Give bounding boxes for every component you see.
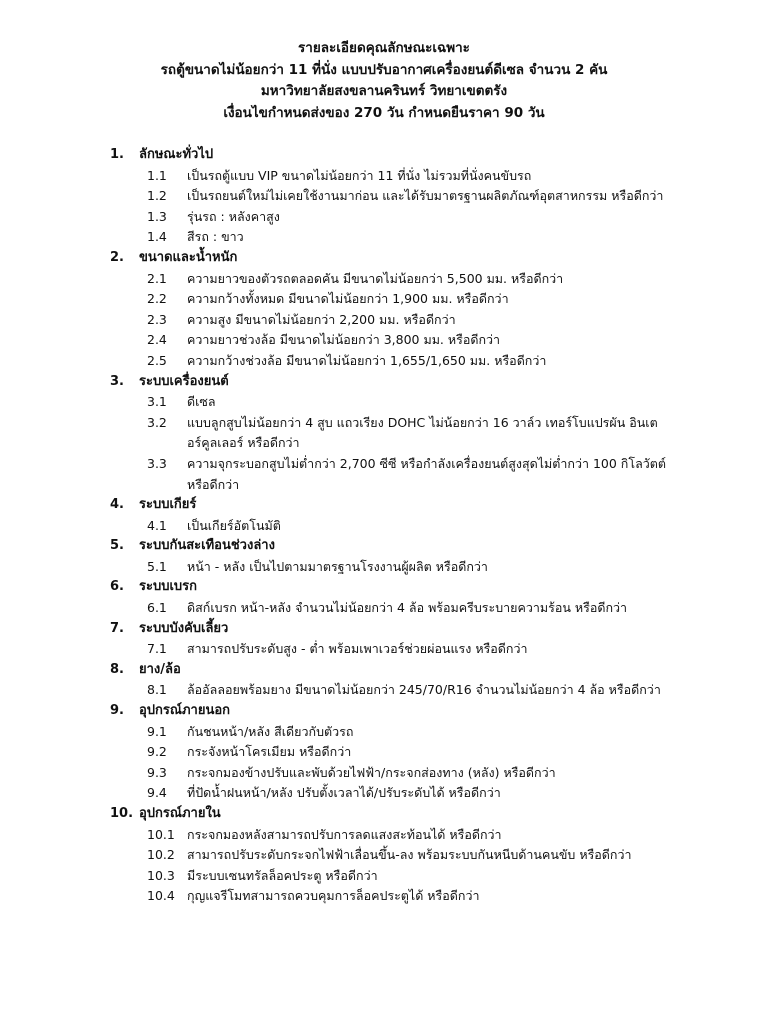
- section-number: 6.: [110, 579, 124, 595]
- spec-item: [0, 598, 768, 619]
- spec-item: [0, 763, 768, 784]
- item-text: แบบลูกสูบไม่น้อยกว่า 4 สูบ แถวเรียง DOHC ไม่น้อยกว่า 16 วาล์ว เทอร์โบแปรผัน อินเตอร์คูลเลอร์ หรือดีกว่า: [187, 414, 658, 451]
- item-text: หน้า - หลัง เป็นไปตามมาตรฐานโรงงานผู้ผลิต หรือดีกว่า: [187, 558, 488, 574]
- item-number: 1.1: [147, 167, 167, 183]
- item-number: 6.1: [147, 600, 167, 616]
- item-text: กระจกมองข้างปรับและพับด้วยไฟฟ้า/กระจกส่องทาง (หลัง) หรือดีกว่า: [187, 764, 556, 780]
- section-title: ระบบกันสะเทือนช่วงล่าง: [139, 538, 275, 554]
- section-heading: [0, 660, 768, 681]
- item-number: 7.1: [147, 641, 167, 657]
- spec-item: [0, 866, 768, 887]
- item-text: ล้ออัลลอยพร้อมยาง มีขนาดไม่น้อยกว่า 245/70/R16 จำนวนไม่น้อยกว่า 4 ล้อ หรือดีกว่า: [187, 682, 661, 698]
- item-text: ดีเซล: [187, 394, 216, 410]
- spec-item: [0, 557, 768, 578]
- section-heading: [0, 372, 768, 393]
- section-number: 5.: [110, 538, 124, 554]
- item-text: รุ่นรถ : หลังคาสูง: [187, 208, 280, 224]
- section-title: ระบบเครื่องยนต์: [139, 373, 229, 389]
- item-number: 3.2: [147, 414, 167, 430]
- section-heading: [0, 495, 768, 516]
- spec-item: [0, 351, 768, 372]
- section-heading: [0, 619, 768, 640]
- section-title: อุปกรณ์ภายใน: [139, 806, 221, 821]
- spec-item: [0, 516, 768, 537]
- item-number: 1.4: [147, 229, 167, 245]
- item-text: มีระบบเซนทรัลล็อคประตู หรือดีกว่า: [187, 867, 378, 883]
- document-header: [0, 38, 768, 124]
- item-number: 9.4: [147, 785, 167, 801]
- item-text: กันชนหน้า/หลัง สีเดียวกับตัวรถ: [187, 723, 354, 739]
- item-number: 2.3: [147, 311, 167, 327]
- item-number: 2.5: [147, 352, 167, 368]
- item-number: 10.1: [147, 826, 175, 842]
- item-number: 4.1: [147, 517, 167, 533]
- item-number: 2.2: [147, 291, 167, 307]
- spec-item: [0, 227, 768, 248]
- item-number: 2.4: [147, 332, 167, 348]
- item-number: 3.3: [147, 455, 167, 471]
- item-text: กระจังหน้าโครเมียม หรือดีกว่า: [187, 744, 352, 760]
- item-number: 3.1: [147, 394, 167, 410]
- spec-item: [0, 413, 768, 454]
- section-title: ยาง/ล้อ: [139, 661, 181, 677]
- spec-item: [0, 186, 768, 207]
- item-number: 10.2: [147, 847, 175, 863]
- organization-name: มหาวิทยาลัยสงขลานครินทร์ วิทยาเขตตรัง: [260, 83, 508, 99]
- item-number: 5.1: [147, 558, 167, 574]
- spec-item: [0, 783, 768, 804]
- item-number: 9.1: [147, 723, 167, 739]
- section-number: 3.: [110, 373, 124, 389]
- section-number: 1.: [110, 147, 124, 162]
- spec-item: [0, 269, 768, 290]
- item-text: ความยาวช่วงล้อ มีขนาดไม่น้อยกว่า 3,800 มม. หรือดีกว่า: [187, 332, 501, 348]
- item-number: 9.3: [147, 764, 167, 780]
- section-number: 9.: [110, 703, 124, 719]
- section-heading: [0, 701, 768, 722]
- item-number: 8.1: [147, 682, 167, 698]
- document-subject: รถตู้ขนาดไม่น้อยกว่า 11 ที่นั่ง แบบปรับอากาศเครื่องยนต์ดีเซล จำนวน 2 คัน: [160, 61, 608, 78]
- item-text: เป็นเกียร์อัตโนมัติ: [187, 517, 281, 533]
- item-text: ความกว้างทั้งหมด มีขนาดไม่น้อยกว่า 1,900 มม. หรือดีกว่า: [187, 291, 509, 307]
- item-text: ดิสก์เบรก หน้า-หลัง จำนวนไม่น้อยกว่า 4 ล้อ พร้อมครีบระบายความร้อน หรือดีกว่า: [187, 600, 628, 616]
- item-number: 2.1: [147, 270, 167, 286]
- delivery-conditions: เงื่อนไขกำหนดส่งของ 270 วัน กำหนดยืนราคา 90 วัน: [223, 104, 545, 121]
- item-text: ความจุกระบอกสูบไม่ต่ำกว่า 2,700 ซีซี หรือกำลังเครื่องยนต์สูงสุดไม่ต่ำกว่า 100 กิโลวัตต์ หรือดีกว่า: [187, 455, 666, 492]
- item-text: สีรถ : ขาว: [187, 229, 244, 245]
- section-number: 7.: [110, 620, 124, 636]
- spec-item: [0, 680, 768, 701]
- spec-item: [0, 289, 768, 310]
- spec-item: [0, 166, 768, 187]
- item-text: ความกว้างช่วงล้อ มีขนาดไม่น้อยกว่า 1,655/1,650 มม. หรือดีกว่า: [187, 352, 547, 368]
- section-heading: [0, 248, 768, 269]
- item-number: 10.3: [147, 867, 175, 883]
- item-text: สามารถปรับระดับกระจกไฟฟ้าเลื่อนขึ้น-ลง พร้อมระบบกันหนีบด้านคนขับ หรือดีกว่า: [187, 847, 632, 863]
- item-number: 1.3: [147, 208, 167, 224]
- section-title: ระบบบังคับเลี้ยว: [139, 620, 229, 636]
- item-number: 10.4: [147, 888, 175, 904]
- item-number: 1.2: [147, 188, 167, 204]
- section-heading: [0, 577, 768, 598]
- section-title: ลักษณะทั่วไป: [139, 147, 214, 162]
- spec-item: [0, 639, 768, 660]
- section-heading: [0, 145, 768, 166]
- section-title: อุปกรณ์ภายนอก: [139, 703, 231, 719]
- item-text: เป็นรถยนต์ใหม่ไม่เคยใช้งานมาก่อน และได้รับมาตรฐานผลิตภัณฑ์อุตสาหกรรม หรือดีกว่า: [187, 188, 664, 204]
- item-number: 9.2: [147, 744, 167, 760]
- section-title: ระบบเกียร์: [139, 497, 197, 513]
- document-title: รายละเอียดคุณลักษณะเฉพาะ: [298, 40, 470, 56]
- section-number: 2.: [110, 249, 124, 265]
- specification-list: [0, 145, 768, 907]
- item-text: ที่ปัดน้ำฝนหน้า/หลัง ปรับตั้งเวลาได้/ปรับระดับได้ หรือดีกว่า: [187, 785, 501, 801]
- spec-item: [0, 330, 768, 351]
- section-number: 4.: [110, 497, 124, 513]
- spec-item: [0, 825, 768, 846]
- spec-item: [0, 886, 768, 907]
- item-text: ความยาวของตัวรถตลอดคัน มีขนาดไม่น้อยกว่า 5,500 มม. หรือดีกว่า: [187, 270, 564, 286]
- spec-item: [0, 392, 768, 413]
- spec-item: [0, 742, 768, 763]
- section-title: ระบบเบรก: [139, 579, 198, 595]
- item-text: กุญแจรีโมทสามารถควบคุมการล็อคประตูได้ หรือดีกว่า: [187, 888, 480, 904]
- item-text: สามารถปรับระดับสูง - ต่ำ พร้อมเพาเวอร์ช่วยผ่อนแรง หรือดีกว่า: [187, 641, 528, 657]
- spec-item: [0, 722, 768, 743]
- item-text: ความสูง มีขนาดไม่น้อยกว่า 2,200 มม. หรือดีกว่า: [187, 311, 456, 327]
- item-text: กระจกมองหลังสามารถปรับการลดแสงสะท้อนได้ หรือดีกว่า: [187, 826, 502, 842]
- spec-item: [0, 310, 768, 331]
- section-title: ขนาดและน้ำหนัก: [139, 249, 238, 265]
- spec-item: [0, 454, 768, 495]
- section-heading: [0, 536, 768, 557]
- item-text: เป็นรถตู้แบบ VIP ขนาดไม่น้อยกว่า 11 ที่นั่ง ไม่รวมที่นั่งคนขับรถ: [187, 167, 532, 183]
- spec-item: [0, 845, 768, 866]
- section-number: 8.: [110, 661, 124, 677]
- section-number: 10.: [110, 806, 134, 821]
- section-heading: [0, 804, 768, 825]
- spec-item: [0, 207, 768, 228]
